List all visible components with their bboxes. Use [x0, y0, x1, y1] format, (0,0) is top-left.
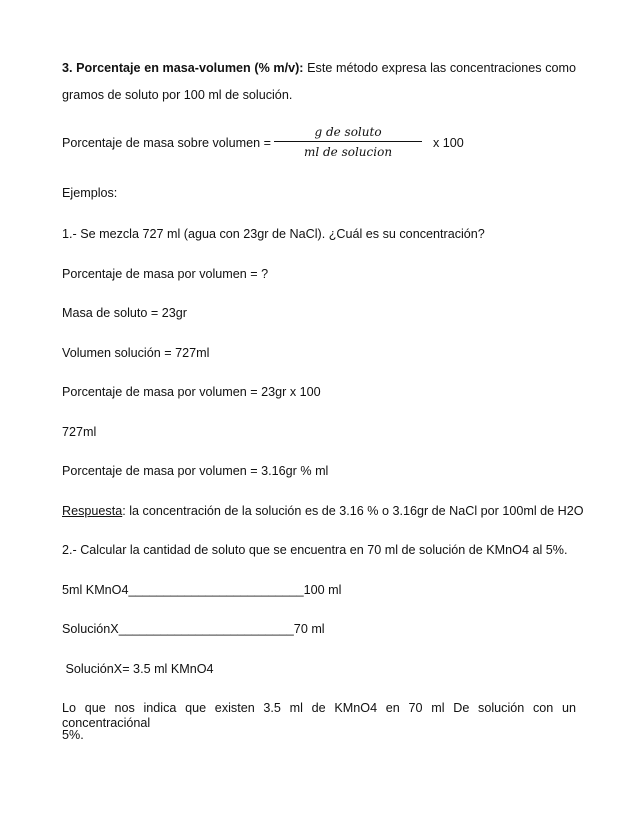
example1-answer — [62, 504, 584, 519]
example2-result: SoluciónX= 3.5 ml KMnO4 — [62, 662, 214, 676]
example1-statement: 1.- Se mezcla 727 ml (agua con 23gr de NaCl). ¿Cuál es su concentración? — [62, 227, 485, 241]
example2-conclusion-1: Lo que nos indica que existen 3.5 ml de KMnO4 en 70 ml De solución con un concentraciónal — [62, 701, 576, 730]
intro-line-2: gramos de soluto por 100 ml de solución. — [62, 88, 293, 102]
fraction-bar — [274, 141, 422, 142]
example1-denominator: 727ml — [62, 425, 97, 439]
example1-unknown: Porcentaje de masa por volumen = ? — [62, 267, 269, 281]
formula-label: Porcentaje de masa sobre volumen = — [62, 136, 271, 150]
example2-ratio-2: SoluciónX_________________________70 ml — [62, 622, 325, 636]
intro-text: Este método expresa las concentraciones como — [303, 61, 576, 75]
example2-statement: 2.- Calcular la cantidad de soluto que se encuentra en 70 ml de solución de KMnO4 al 5%. — [62, 543, 568, 557]
example1-calc: Porcentaje de masa por volumen = 23gr x 100 — [62, 385, 321, 399]
formula-multiplier: x 100 — [433, 136, 464, 150]
intro-line-1 — [62, 61, 576, 76]
formula-denominator: ml de solucion — [303, 145, 393, 159]
formula-fraction — [274, 124, 422, 161]
example1-result: Porcentaje de masa por volumen = 3.16gr % ml — [62, 464, 329, 478]
example1-volume: Volumen solución = 727ml — [62, 346, 210, 360]
section-heading: 3. Porcentaje en masa-volumen (% m/v): — [62, 61, 304, 75]
example1-mass: Masa de soluto = 23gr — [62, 306, 187, 320]
example2-conclusion-2: 5%. — [62, 728, 84, 742]
answer-text: : la concentración de la solución es de 3.16 % o 3.16gr de NaCl por 100ml de H2O — [122, 504, 584, 518]
examples-title: Ejemplos: — [62, 186, 118, 200]
formula-numerator: g de soluto — [314, 125, 382, 139]
example2-ratio-1: 5ml KMnO4_________________________100 ml — [62, 583, 342, 597]
answer-label: Respuesta — [62, 504, 123, 518]
